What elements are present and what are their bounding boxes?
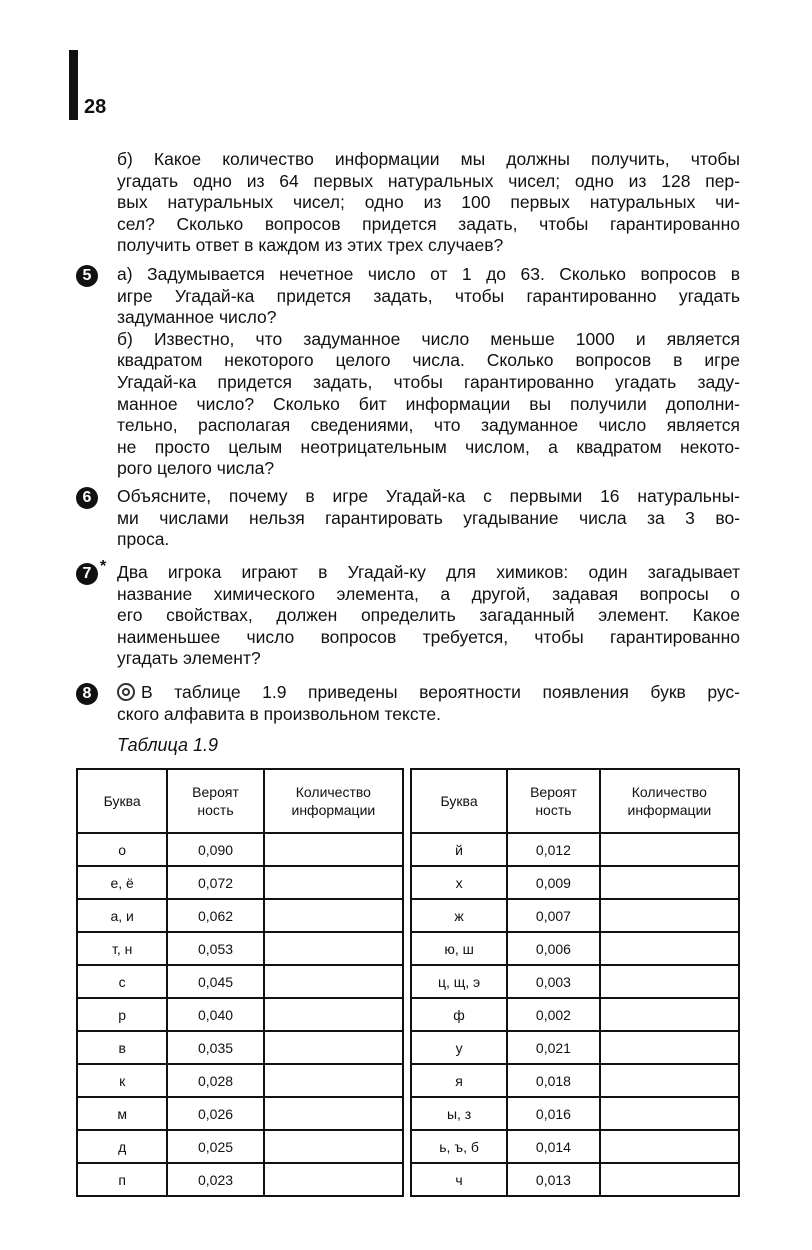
line-text: угадать одно из 64 первых натуральных чисел; одно из 128 пер- <box>117 170 740 191</box>
text-line <box>117 329 740 351</box>
probability-cell: 0,028 <box>167 1064 263 1097</box>
probability-cell: 0,026 <box>167 1097 263 1130</box>
probability-cell: 0,013 <box>507 1163 600 1196</box>
difficulty-star: * <box>100 558 107 575</box>
text-line <box>117 350 740 372</box>
table-row <box>411 899 739 932</box>
letter-cell: ф <box>411 998 507 1031</box>
letter-cell: д <box>77 1130 167 1163</box>
probability-cell: 0,045 <box>167 965 263 998</box>
probability-cell: 0,006 <box>507 932 600 965</box>
letter-cell: п <box>77 1163 167 1196</box>
text-line <box>117 264 740 286</box>
letter-cell: р <box>77 998 167 1031</box>
table-row <box>411 866 739 899</box>
line-text: игре Угадай-ка придется задать, чтобы гарантированно угадать <box>117 285 740 306</box>
text-line <box>117 648 740 670</box>
probability-cell: 0,023 <box>167 1163 263 1196</box>
letter-cell: ж <box>411 899 507 932</box>
line-text: квадратом некоторого целого числа. Сколько вопросов в игре <box>117 350 740 371</box>
probability-cell: 0,025 <box>167 1130 263 1163</box>
exercise-number-badge: 6 <box>76 487 98 509</box>
letter-cell: ч <box>411 1163 507 1196</box>
information-cell <box>600 1097 739 1130</box>
column-header: Вероят ность <box>167 769 263 833</box>
probability-cell: 0,062 <box>167 899 263 932</box>
line-text: угадать элемент? <box>117 648 261 669</box>
table-row <box>411 1031 739 1064</box>
letter-cell: х <box>411 866 507 899</box>
line-text: Два игрока играют в Угадай-ку для химиков: один загадывает <box>117 562 740 582</box>
line-text: б) Какое количество информации мы должны получить, чтобы <box>117 149 740 169</box>
table-row <box>411 1163 739 1196</box>
text-line <box>117 394 740 416</box>
information-cell <box>264 965 403 998</box>
text-line <box>117 508 740 530</box>
probability-cell: 0,053 <box>167 932 263 965</box>
text-line <box>117 605 740 627</box>
probability-table-right <box>410 768 740 1197</box>
exercise-6 <box>117 486 740 551</box>
spiral-icon <box>117 683 135 701</box>
information-cell <box>264 1130 403 1163</box>
letter-cell: у <box>411 1031 507 1064</box>
page-marker-bar <box>69 50 78 120</box>
table-row <box>77 833 403 866</box>
letter-cell: е, ё <box>77 866 167 899</box>
letter-cell: о <box>77 833 167 866</box>
column-header: Буква <box>77 769 167 833</box>
table-row <box>77 965 403 998</box>
text-line <box>117 529 740 551</box>
exercise-8 <box>117 682 740 725</box>
information-cell <box>264 1064 403 1097</box>
exercise-number-badge: 8 <box>76 683 98 705</box>
line-text: Объясните, почему в игре Угадай-ка с первыми 16 натуральны- <box>117 486 740 506</box>
letter-cell: в <box>77 1031 167 1064</box>
information-cell <box>264 1031 403 1064</box>
letter-cell: м <box>77 1097 167 1130</box>
information-cell <box>600 998 739 1031</box>
probability-cell: 0,090 <box>167 833 263 866</box>
table-row <box>77 1097 403 1130</box>
table-row <box>77 1163 403 1196</box>
letter-cell: й <box>411 833 507 866</box>
probability-cell: 0,002 <box>507 998 600 1031</box>
letter-cell: ц, щ, э <box>411 965 507 998</box>
table-row <box>77 998 403 1031</box>
text-line <box>117 286 740 308</box>
table-row <box>411 1064 739 1097</box>
table-row <box>77 866 403 899</box>
line-text: не просто целым неотрицательным числом, а квадратом некото- <box>117 436 740 457</box>
table-row <box>77 1064 403 1097</box>
line-text: наименьшее число вопросов требуется, чтобы гарантированно <box>117 626 740 647</box>
line-text: б) Известно, что задуманное число меньше 1000 и является <box>117 328 740 349</box>
information-cell <box>600 899 739 932</box>
letter-cell: т, н <box>77 932 167 965</box>
line-text: ми числами нельзя гарантировать угадывание числа за 3 во- <box>117 507 740 528</box>
table-row <box>77 1031 403 1064</box>
line-text: тельно, располагая сведениями, что задуманное число является <box>117 415 740 436</box>
line-text: получить ответ в каждом из этих трех случаев? <box>117 235 504 256</box>
line-text: ского алфавита в произвольном тексте. <box>117 703 442 724</box>
table-row <box>411 965 739 998</box>
information-cell <box>264 899 403 932</box>
line-text: вых натуральных чисел; одно из 100 первых натуральных чи- <box>117 192 740 213</box>
information-cell <box>600 866 739 899</box>
text-line <box>117 584 740 606</box>
table-row <box>411 932 739 965</box>
information-cell <box>264 998 403 1031</box>
line-text: его свойствах, должен определить загаданный элемент. Какое <box>117 605 740 626</box>
line-text: рого целого числа? <box>117 458 275 479</box>
probability-cell: 0,035 <box>167 1031 263 1064</box>
table-row <box>411 998 739 1031</box>
text-line <box>117 627 740 649</box>
probability-table-left <box>76 768 404 1197</box>
column-header: Количество информации <box>600 769 739 833</box>
exercise-7 <box>117 562 740 670</box>
information-cell <box>264 1097 403 1130</box>
probability-cell: 0,072 <box>167 866 263 899</box>
letter-cell: а, и <box>77 899 167 932</box>
information-cell <box>600 965 739 998</box>
probability-cell: 0,014 <box>507 1130 600 1163</box>
information-cell <box>264 1163 403 1196</box>
exercise-5 <box>117 264 740 480</box>
text-line <box>117 192 740 214</box>
information-cell <box>600 1130 739 1163</box>
probability-cell: 0,021 <box>507 1031 600 1064</box>
line-text: проса. <box>117 529 170 550</box>
column-header: Количество информации <box>264 769 403 833</box>
table-row <box>77 932 403 965</box>
text-line <box>117 682 740 704</box>
table-row <box>411 1130 739 1163</box>
column-header: Вероят ность <box>507 769 600 833</box>
probability-cell: 0,003 <box>507 965 600 998</box>
line-text: название химического элемента, а другой, задавая вопросы о <box>117 583 740 604</box>
text-line <box>117 235 740 257</box>
page-number: 28 <box>84 96 107 118</box>
line-text: задуманное число? <box>117 307 277 328</box>
text-line <box>117 171 740 193</box>
column-header: Буква <box>411 769 507 833</box>
table-row <box>411 1097 739 1130</box>
information-cell <box>264 833 403 866</box>
line-text: сел? Сколько вопросов придется задать, чтобы гарантированно <box>117 213 740 234</box>
probability-cell: 0,012 <box>507 833 600 866</box>
information-cell <box>600 1163 739 1196</box>
information-cell <box>600 1031 739 1064</box>
table-header-row <box>411 769 739 833</box>
probability-cell: 0,016 <box>507 1097 600 1130</box>
probability-cell: 0,009 <box>507 866 600 899</box>
probability-cell: 0,040 <box>167 998 263 1031</box>
text-line <box>117 415 740 437</box>
text-line <box>117 704 740 726</box>
letter-cell: я <box>411 1064 507 1097</box>
letter-cell: ю, ш <box>411 932 507 965</box>
text-line <box>117 372 740 394</box>
table-header-row <box>77 769 403 833</box>
text-line <box>117 458 740 480</box>
information-cell <box>600 1064 739 1097</box>
information-cell <box>600 932 739 965</box>
text-line <box>117 486 740 508</box>
table-row <box>77 899 403 932</box>
table-caption: Таблица 1.9 <box>117 735 219 755</box>
line-text: а) Задумывается нечетное число от 1 до 63. Сколько вопросов в <box>117 264 740 284</box>
letter-cell: ь, ъ, б <box>411 1130 507 1163</box>
letter-cell: с <box>77 965 167 998</box>
letter-cell: ы, з <box>411 1097 507 1130</box>
exercise-number-badge: 5 <box>76 265 98 287</box>
text-line <box>117 562 740 584</box>
probability-cell: 0,018 <box>507 1064 600 1097</box>
line-text: Угадай-ка придется задать, чтобы гарантированно угадать заду- <box>117 371 740 392</box>
text-line <box>117 214 740 236</box>
table-row <box>411 833 739 866</box>
text-line <box>117 437 740 459</box>
table-row <box>77 1130 403 1163</box>
text-line <box>117 149 740 171</box>
information-cell <box>264 866 403 899</box>
probability-cell: 0,007 <box>507 899 600 932</box>
letter-cell: к <box>77 1064 167 1097</box>
exercise-continued <box>117 149 740 257</box>
information-cell <box>600 833 739 866</box>
exercise-number-badge: 7 <box>76 563 98 585</box>
line-text: манное число? Сколько бит информации вы получили дополни- <box>117 393 740 414</box>
text-line <box>117 307 740 329</box>
information-cell <box>264 932 403 965</box>
line-text: В таблице 1.9 приведены вероятности появления букв рус- <box>141 682 740 702</box>
